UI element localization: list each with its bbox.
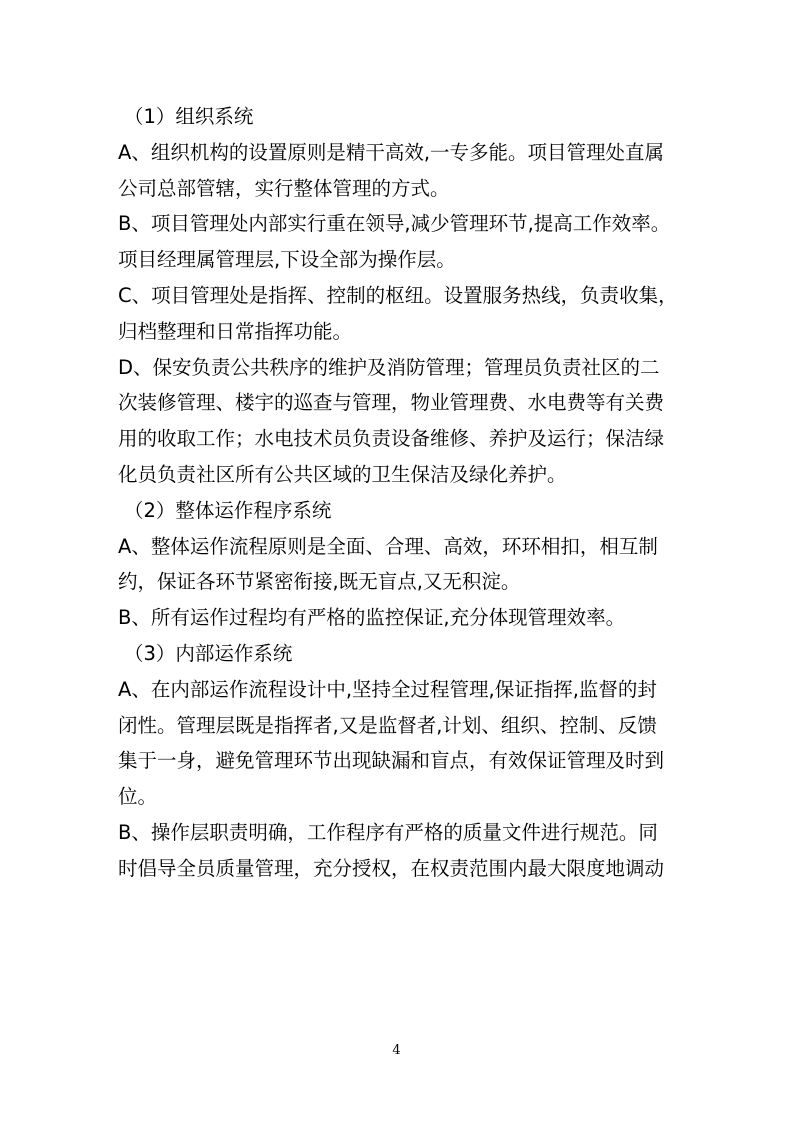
text-line: 归档整理和日常指挥功能。 [118,319,353,343]
text-line: 闭性。管理层既是指挥者,又是监督者,计划、组织、控制、反馈 [118,713,657,737]
text-line: 集于一身，避免管理环节出现缺漏和盲点，有效保证管理及时到 [118,749,665,773]
text-line: A、整体运作流程原则是全面、合理、高效，环环相扣，相互制 [118,534,658,558]
text-line: D、保安负责公共秩序的维护及消防管理；管理员负责社区的二 [118,355,660,379]
page-number: 4 [392,1043,401,1058]
text-line: 化员负责社区所有公共区域的卫生保洁及绿化养护。 [118,462,567,486]
text-line: B、操作层职责明确，工作程序有严格的质量文件进行规范。同 [118,820,658,844]
text-line: 次装修管理、楼宇的巡查与管理，物业管理费、水电费等有关费 [118,391,665,415]
text-line: B、所有运作过程均有严格的监控保证,充分体现管理效率。 [118,606,626,630]
heading-overall-operation-system: （2）整体运作程序系统 [124,498,332,522]
text-line: 时倡导全员质量管理，充分授权，在权责范围内最大限度地调动 [118,856,665,880]
body-text [118,99,684,887]
text-line: A、在内部运作流程设计中,坚持全过程管理,保证指挥,监督的封 [118,677,657,701]
heading-internal-operation-system: （3）内部运作系统 [124,641,293,665]
text-line: C、项目管理处是指挥、控制的枢纽。设置服务热线，负责收集， [118,283,678,307]
heading-organization-system: （1）组织系统 [124,105,254,128]
text-line: A、组织机构的设置原则是精干高效,一专多能。项目管理处直属 [118,140,665,164]
text-line: 用的收取工作；水电技术员负责设备维修、养护及运行；保洁绿 [118,427,665,451]
text-line: 公司总部管辖，实行整体管理的方式。 [118,176,450,200]
text-line: 项目经理属管理层,下设全部为操作层。 [118,248,456,272]
text-line: 位。 [118,785,158,809]
text-line: B、项目管理处内部实行重在领导,减少管理环节,提高工作效率。 [118,212,671,236]
text-line: 约，保证各环节紧密衔接,既无盲点,又无积淀。 [118,570,521,594]
